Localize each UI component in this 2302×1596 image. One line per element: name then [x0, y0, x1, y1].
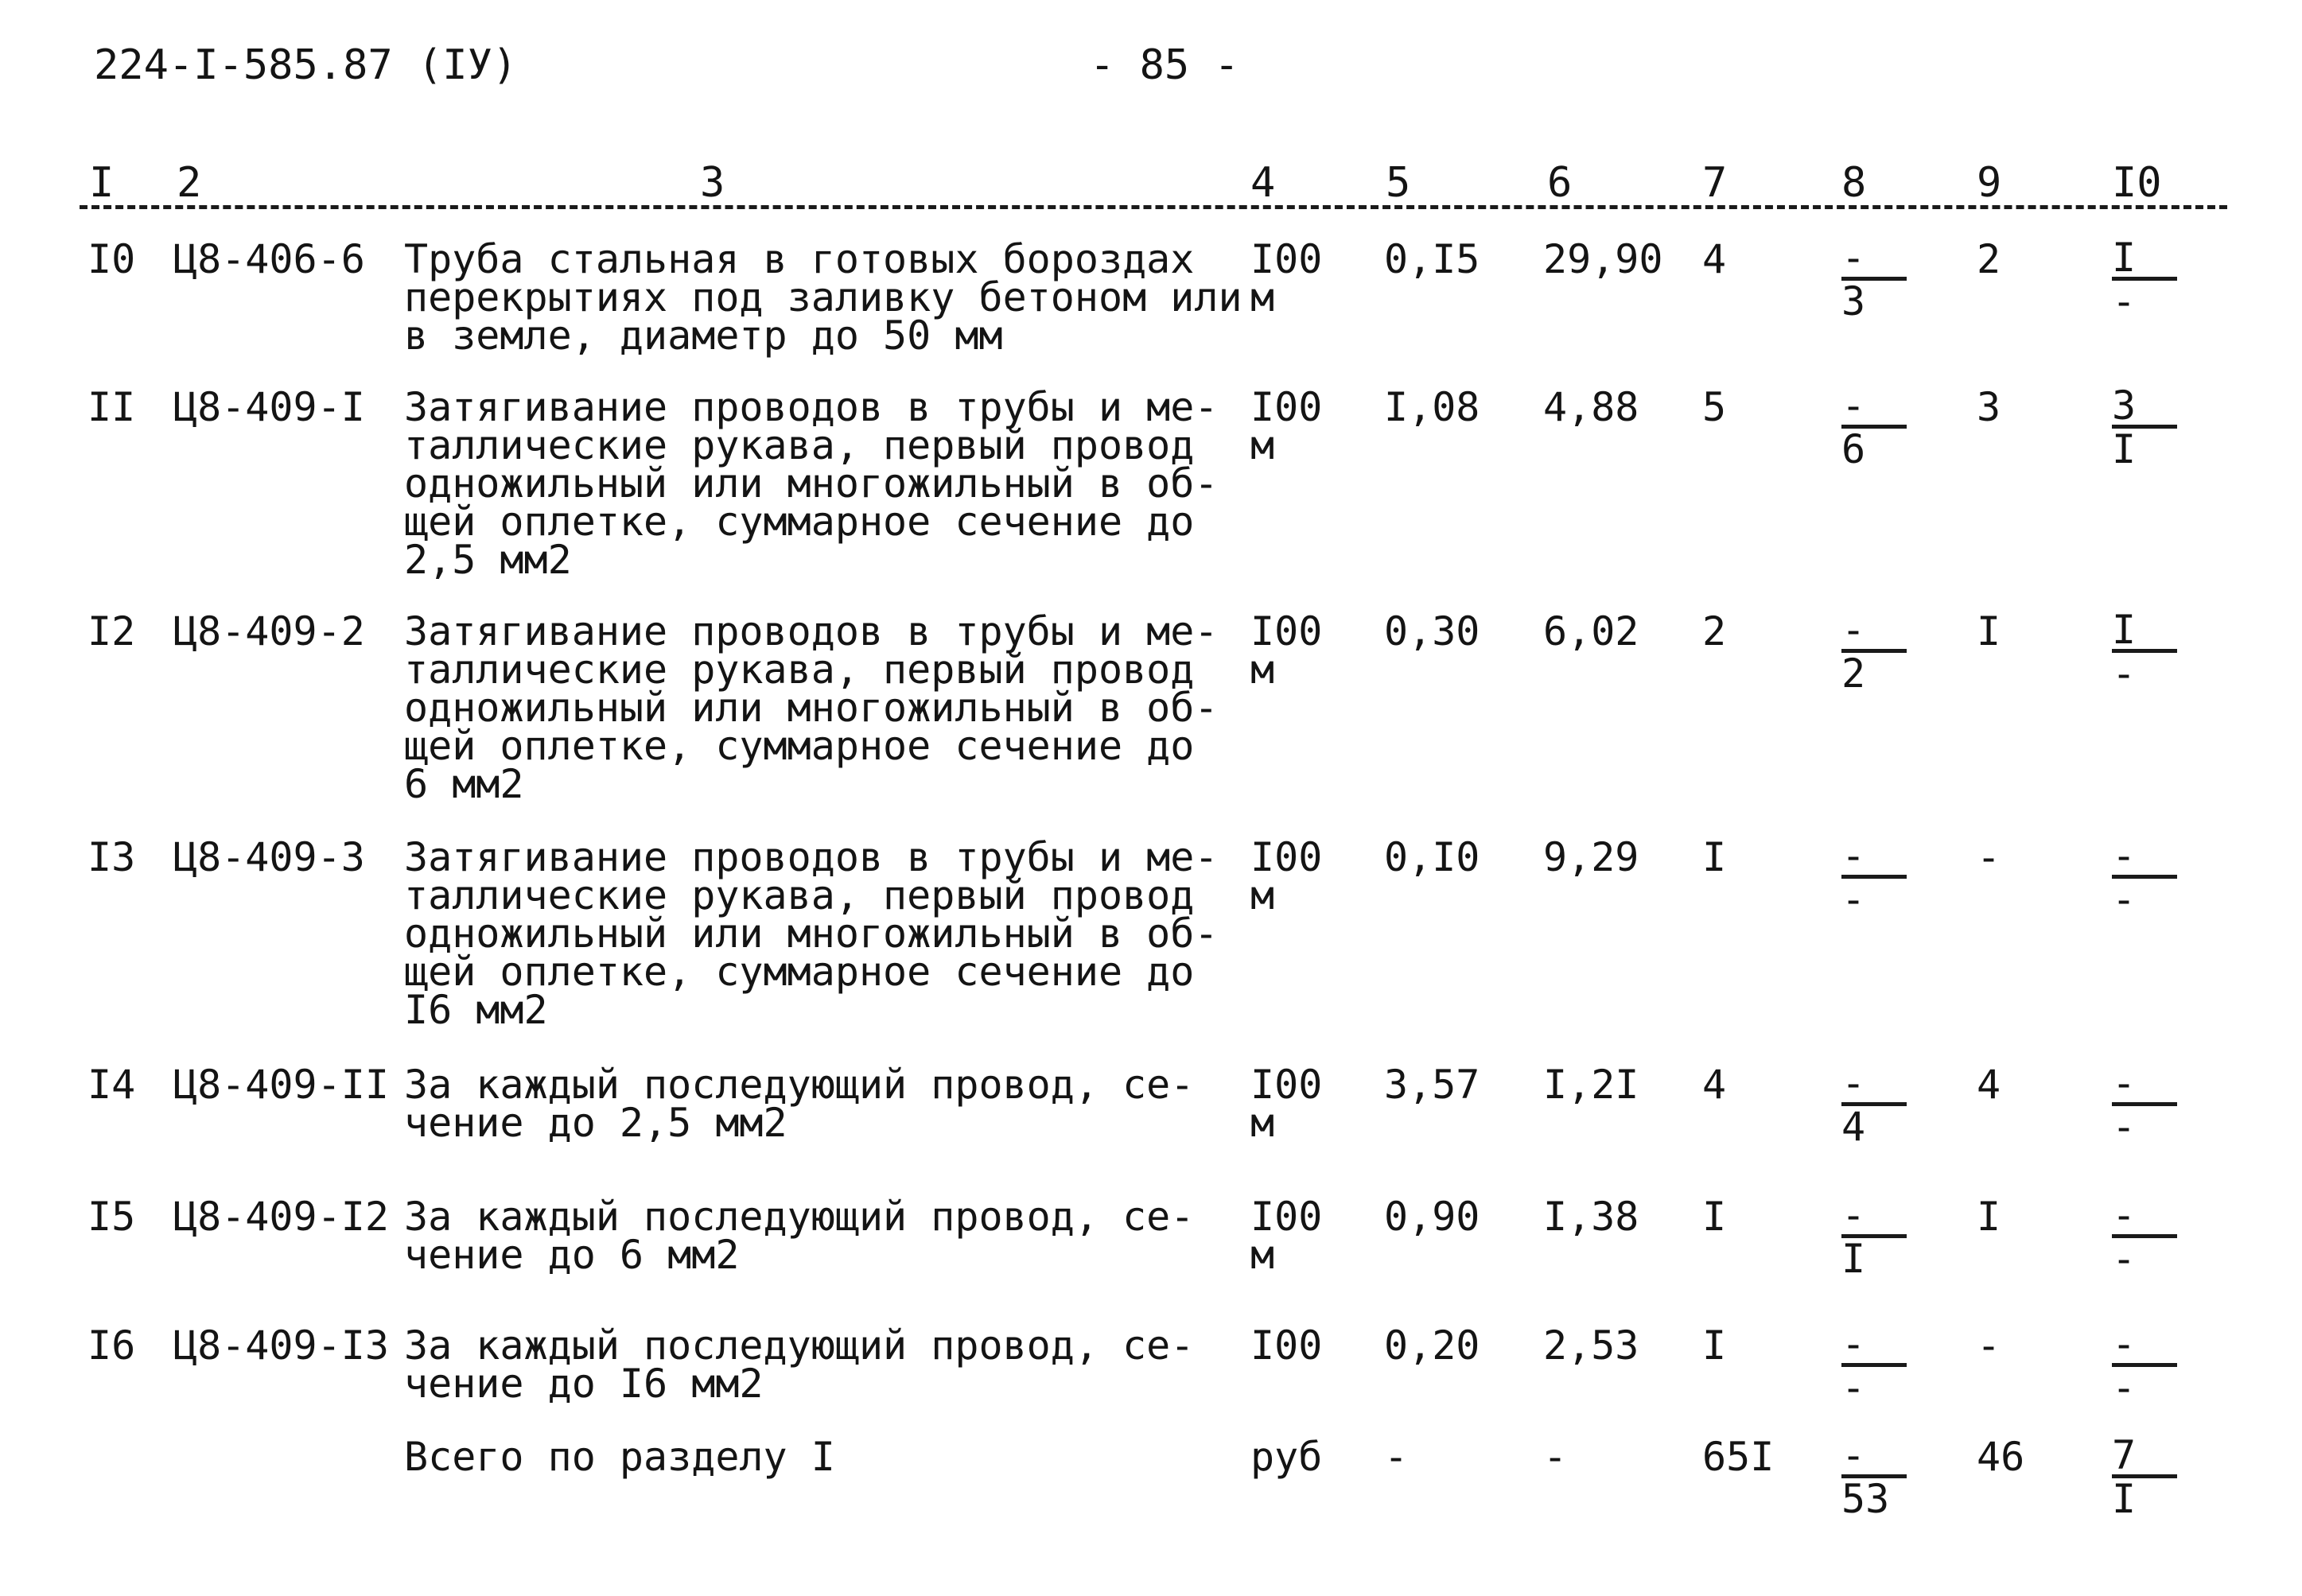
fraction-denominator: -	[2112, 876, 2137, 922]
col8-fraction	[1841, 382, 1907, 472]
fraction-denominator: I	[2112, 426, 2137, 472]
description-cell: Затягивание проводов в трубы и ме- таллические рукава, первый провод одножильный или многожильный в об- щей оплетке, суммарное сечение до 6 мм2	[404, 608, 1219, 807]
row-number: II	[87, 384, 136, 430]
description-cell: За каждый последующий провод, се- чение до 6 мм2	[404, 1194, 1195, 1278]
col7-cell: 5	[1702, 384, 1727, 430]
fraction-denominator: I	[1841, 1236, 1866, 1282]
col8-fraction	[1841, 1321, 1907, 1411]
fraction-denominator: 3	[1841, 278, 1866, 324]
col8-fraction	[1841, 1432, 1907, 1522]
col5-cell: I,08	[1384, 384, 1480, 430]
fraction-denominator: -	[2112, 1236, 2137, 1282]
fraction-denominator: -	[2112, 1104, 2137, 1150]
column-header: 8	[1841, 159, 1867, 207]
fraction-numerator: 7	[2112, 1438, 2177, 1478]
col7-cell: I	[1702, 834, 1727, 880]
col5-cell: 0,20	[1384, 1322, 1480, 1369]
column-header: 5	[1386, 159, 1411, 207]
col7-cell: I	[1702, 1194, 1727, 1240]
col10-fraction	[2112, 235, 2177, 324]
row-number: I2	[87, 608, 136, 654]
fraction-numerator: -	[1841, 838, 1907, 879]
col7-cell: I	[1702, 1322, 1727, 1369]
col9-cell: 3	[1977, 384, 2001, 430]
unit-cell: I00 м	[1250, 1062, 1323, 1146]
col6-cell: 2,53	[1543, 1322, 1639, 1369]
fraction-numerator: -	[2112, 838, 2177, 879]
col7-cell: 2	[1702, 608, 1727, 654]
fraction-denominator: -	[2112, 650, 2137, 697]
fraction-numerator: -	[2112, 1198, 2177, 1238]
row-number: I3	[87, 834, 136, 880]
col10-fraction	[2112, 382, 2177, 472]
fraction-numerator: -	[1841, 1438, 1907, 1478]
col7-cell: 65I	[1702, 1434, 1775, 1480]
col5-cell: 3,57	[1384, 1062, 1480, 1108]
col5-cell: 0,I5	[1384, 236, 1480, 282]
fraction-numerator: -	[2112, 1326, 2177, 1367]
fraction-numerator: -	[1841, 388, 1907, 429]
row-number: I4	[87, 1062, 136, 1108]
fraction-denominator: I	[2112, 1476, 2137, 1522]
unit-cell: I00 м	[1250, 834, 1323, 918]
code-cell: Ц8-409-I	[173, 384, 365, 430]
col10-fraction	[2112, 1192, 2177, 1282]
col8-fraction	[1841, 607, 1907, 697]
col7-cell: 4	[1702, 236, 1727, 282]
column-header: 2	[177, 159, 202, 207]
fraction-numerator: I	[2112, 612, 2177, 653]
unit-cell: I00 м	[1250, 1194, 1323, 1278]
fraction-denominator: 4	[1841, 1104, 1866, 1150]
col7-cell: 4	[1702, 1062, 1727, 1108]
col6-cell: 9,29	[1543, 834, 1639, 880]
col5-cell: 0,90	[1384, 1194, 1480, 1240]
col5-cell: -	[1384, 1434, 1409, 1480]
unit-cell: I00 м	[1250, 236, 1323, 320]
fraction-denominator: 53	[1841, 1476, 1890, 1522]
row-number: I6	[87, 1322, 136, 1369]
unit-cell: I00 м	[1250, 608, 1323, 693]
col10-fraction	[2112, 1432, 2177, 1522]
row-number: I5	[87, 1194, 136, 1240]
header-divider	[80, 205, 2227, 209]
fraction-denominator: -	[2112, 278, 2137, 324]
unit-cell: I00	[1250, 1322, 1323, 1369]
description-cell: Затягивание проводов в трубы и ме- таллические рукава, первый провод одножильный или многожильный в об- щей оплетке, суммарное сечение до I6 мм2	[404, 834, 1219, 1033]
col10-fraction	[2112, 1060, 2177, 1150]
col9-cell: I	[1977, 608, 2001, 654]
code-cell: Ц8-409-I2	[173, 1194, 389, 1240]
column-header: 9	[1977, 159, 2002, 207]
fraction-numerator: -	[1841, 1326, 1907, 1367]
col8-fraction	[1841, 235, 1907, 324]
code-cell: Ц8-409-II	[173, 1062, 389, 1108]
code-cell: Ц8-409-I3	[173, 1322, 389, 1369]
description-cell: Всего по разделу I	[404, 1434, 835, 1480]
fraction-numerator: -	[1841, 240, 1907, 281]
document-code: 224-I-585.87 (IУ)	[94, 41, 518, 89]
fraction-denominator: -	[2112, 1365, 2137, 1411]
code-cell: Ц8-409-2	[173, 608, 365, 654]
code-cell: Ц8-409-3	[173, 834, 365, 880]
fraction-numerator: -	[2112, 1066, 2177, 1106]
col10-fraction	[2112, 833, 2177, 922]
unit-cell: I00 м	[1250, 384, 1323, 468]
fraction-numerator: 3	[2112, 388, 2177, 429]
description-cell: За каждый последующий провод, се- чение до 2,5 мм2	[404, 1062, 1195, 1146]
unit-cell: руб	[1250, 1434, 1323, 1480]
description-cell: За каждый последующий провод, се- чение до I6 мм2	[404, 1322, 1195, 1407]
fraction-denominator: -	[1841, 1365, 1866, 1411]
col6-cell: -	[1543, 1434, 1568, 1480]
col9-cell: I	[1977, 1194, 2001, 1240]
col6-cell: 4,88	[1543, 384, 1639, 430]
col8-fraction	[1841, 1060, 1907, 1150]
column-header: I	[89, 159, 115, 207]
col10-fraction	[2112, 1321, 2177, 1411]
fraction-denominator: 6	[1841, 426, 1866, 472]
col8-fraction	[1841, 833, 1907, 922]
column-header: I0	[2112, 159, 2162, 207]
page-number: - 85 -	[1090, 41, 1239, 89]
col9-cell: -	[1977, 1322, 2001, 1369]
col5-cell: 0,30	[1384, 608, 1480, 654]
column-header: 6	[1547, 159, 1573, 207]
fraction-denominator: -	[1841, 876, 1866, 922]
fraction-numerator: -	[1841, 1198, 1907, 1238]
fraction-numerator: I	[2112, 240, 2177, 281]
description-cell: Труба стальная в готовых бороздах перекрытиях под заливку бетоном или в земле, диаметр до 50 мм	[404, 236, 1242, 359]
col6-cell: 29,90	[1543, 236, 1663, 282]
col6-cell: 6,02	[1543, 608, 1639, 654]
column-header: 3	[700, 159, 725, 207]
col6-cell: I,2I	[1543, 1062, 1639, 1108]
col10-fraction	[2112, 607, 2177, 697]
col8-fraction	[1841, 1192, 1907, 1282]
col9-cell: 46	[1977, 1434, 2025, 1480]
column-header: 4	[1250, 159, 1276, 207]
fraction-numerator: -	[1841, 1066, 1907, 1106]
col9-cell: 2	[1977, 236, 2001, 282]
fraction-denominator: 2	[1841, 650, 1866, 697]
col5-cell: 0,I0	[1384, 834, 1480, 880]
col9-cell: -	[1977, 834, 2001, 880]
code-cell: Ц8-406-6	[173, 236, 365, 282]
column-header: 7	[1702, 159, 1728, 207]
description-cell: Затягивание проводов в трубы и ме- таллические рукава, первый провод одножильный или многожильный в об- щей оплетке, суммарное сечение до 2,5 мм2	[404, 384, 1219, 583]
row-number: I0	[87, 236, 136, 282]
col9-cell: 4	[1977, 1062, 2001, 1108]
col6-cell: I,38	[1543, 1194, 1639, 1240]
fraction-numerator: -	[1841, 612, 1907, 653]
